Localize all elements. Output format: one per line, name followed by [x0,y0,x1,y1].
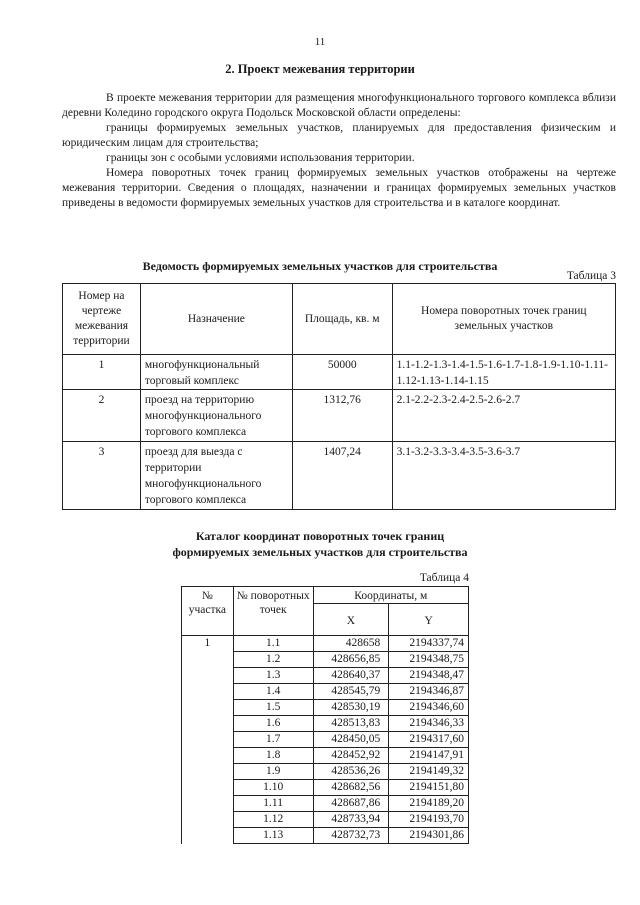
cell-y: 2194346,33 [389,716,469,732]
cell-x: 428658 [313,636,389,652]
cell-x: 428530,19 [313,700,389,716]
cell-point: 1.3 [233,668,313,684]
cell-area: 1312,76 [292,390,392,442]
cell-x: 428640,37 [313,668,389,684]
table-row [182,636,469,652]
table-row [63,390,616,442]
cell-point: 1.5 [233,700,313,716]
cell-x: 428513,83 [313,716,389,732]
cell-x: 428536,26 [313,764,389,780]
cell-y: 2194317,60 [389,732,469,748]
table3-caption: Ведомость формируемых земельных участков для строительства [142,259,498,273]
table-header-row [182,587,469,604]
table-row [63,355,616,390]
cell-purpose: многофункциональный торговый комплекс [140,355,292,390]
cell-point: 1.12 [233,812,313,828]
cell-y: 2194149,32 [389,764,469,780]
cell-x: 428733,94 [313,812,389,828]
cell-point: 1.4 [233,684,313,700]
cell-y: 2194193,70 [389,812,469,828]
cell-number: 2 [63,390,141,442]
header-points: Номера поворотных точек границ земельных участков [392,284,615,355]
cell-plot-number: 1 [182,636,234,844]
cell-point: 1.7 [233,732,313,748]
coordinates-table [181,586,469,844]
page-number: 11 [314,36,326,48]
cell-point: 1.13 [233,828,313,844]
table4-caption-line2: формируемых земельных участков для строительства [172,545,468,559]
cell-y: 2194301,86 [389,828,469,844]
header-point: № поворотных точек [233,587,313,636]
cell-point: 1.10 [233,780,313,796]
cell-y: 2194147,91 [389,748,469,764]
cell-y: 2194189,20 [389,796,469,812]
paragraph-zones: границы зон с особыми условиями использования территории. [106,152,415,164]
header-x: X [313,604,389,636]
cell-point: 1.1 [233,636,313,652]
paragraph-intro: В проекте межевания территории для размещения многофункционального торгового комплекса вблизи деревни Коледино городского округа Подольск Московской области определены: [62,92,616,119]
cell-point: 1.8 [233,748,313,764]
cell-x: 428452,92 [313,748,389,764]
cell-x: 428682,56 [313,780,389,796]
table-row [63,442,616,510]
cell-x: 428656,85 [313,652,389,668]
cell-x: 428732,73 [313,828,389,844]
table3-label: Таблица 3 [566,270,616,282]
table4-label: Таблица 4 [419,572,469,584]
cell-y: 2194337,74 [389,636,469,652]
cell-number: 1 [63,355,141,390]
cell-y: 2194151,80 [389,780,469,796]
table4-caption-line1: Каталог координат поворотных точек границ [195,529,445,543]
cell-points: 1.1-1.2-1.3-1.4-1.5-1.6-1.7-1.8-1.9-1.10-1.11-1.12-1.13-1.14-1.15 [392,355,615,390]
header-plot: № участка [182,587,234,636]
body-text [62,91,616,211]
header-number: Номер на чертеже межевания территории [63,284,141,355]
cell-point: 1.2 [233,652,313,668]
header-purpose: Назначение [140,284,292,355]
cell-point: 1.6 [233,716,313,732]
cell-point: 1.11 [233,796,313,812]
cell-x: 428545,79 [313,684,389,700]
cell-purpose: проезд на территорию многофункционального торгового комплекса [140,390,292,442]
cell-y: 2194348,75 [389,652,469,668]
cell-y: 2194346,87 [389,684,469,700]
cell-point: 1.9 [233,764,313,780]
table-header-row [63,284,616,355]
section-title: 2. Проект межевания территории [225,62,415,76]
header-coordinates: Координаты, м [313,587,468,604]
cell-area: 1407,24 [292,442,392,510]
cell-points: 3.1-3.2-3.3-3.4-3.5-3.6-3.7 [392,442,615,510]
cell-points: 2.1-2.2-2.3-2.4-2.5-2.6-2.7 [392,390,615,442]
cell-purpose: проезд для выезда с территории многофункционального торгового комплекса [140,442,292,510]
paragraph-boundaries: границы формируемых земельных участков, планируемых для предоставления физическим и юридическим лицам для строительства; [62,122,616,149]
paragraph-points: Номера поворотных точек границ формируемых земельных участков отображены на чертеже межевания территории. Сведения о площадях, назначении и границах формируемых земельных участков приведены в ведомости формируемых земельных участков для строительства и в каталоге координат. [62,167,616,209]
header-y: Y [389,604,469,636]
cell-y: 2194346,60 [389,700,469,716]
plots-table [62,283,616,510]
header-area: Площадь, кв. м [292,284,392,355]
cell-number: 3 [63,442,141,510]
cell-y: 2194348,47 [389,668,469,684]
cell-x: 428687,86 [313,796,389,812]
cell-x: 428450,05 [313,732,389,748]
cell-area: 50000 [292,355,392,390]
